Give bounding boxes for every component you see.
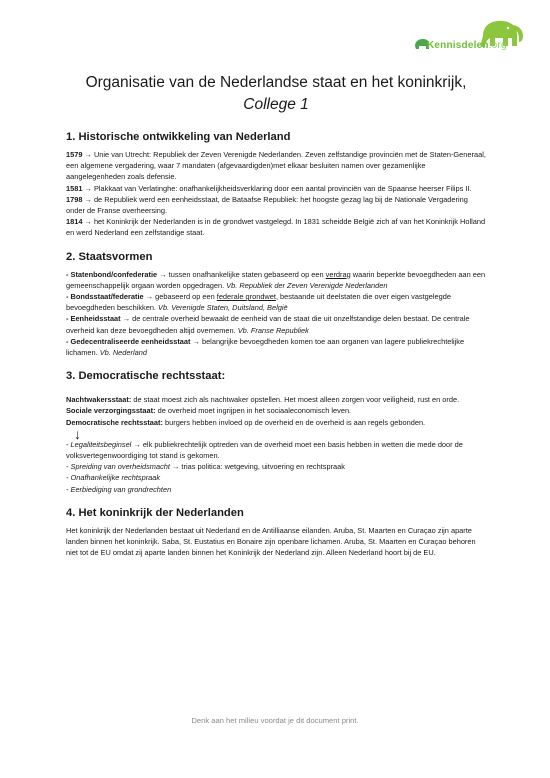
definition: → elk publiekrechtelijk optreden van de overheid moet een basis hebben in wetten die mede door de volksvertegenwoordiging tot stand is gekomen. xyxy=(66,439,463,461)
term: - Gedecentraliseerde eenheidsstaat xyxy=(66,336,191,346)
koninkrijk-paragraph: Het koninkrijk der Nederlanden bestaat uit Nederland en de Antilliaanse eilanden. Aruba, St. Maarten en Curaçao zijn aparte landen binnen het koninkrijk. Saba, St. Eustatius en Bonaire zijn openbare lichamen. Aruba, St. Maarten en Curaçao behoren niet tot de EU omdat zij aparte landen binnen het Koninkrijk der Nederland zijn. Alleen Nederland hoort bij de EU. xyxy=(66,525,476,558)
term: - Legaliteitsbeginsel xyxy=(66,439,132,449)
staatsvorm-bondsstaat xyxy=(66,291,486,313)
term: - Statenbond/confederatie xyxy=(66,269,158,279)
event-year: 1798 xyxy=(66,194,83,204)
definition: burgers hebben invloed op de overheid en de overheid is aan regels gebonden. xyxy=(162,417,426,427)
legaliteitsbeginsel xyxy=(66,439,486,461)
title-line-1: Organisatie van de Nederlandse staat en het koninkrijk, xyxy=(85,74,467,91)
term: Nachtwakersstaat: xyxy=(66,395,132,405)
democratische-rechtsstaat xyxy=(66,417,486,428)
example: Vb. Republiek der Zeven Verenigde Nederlanden xyxy=(226,280,388,290)
definition: → tussen onafhankelijke staten gebaseerd op een xyxy=(157,269,326,279)
section-1-heading: 1. Historische ontwikkeling van Nederland xyxy=(66,131,291,143)
footer-note: Denk aan het milieu voordat je dit document print. xyxy=(191,716,359,725)
event-text: → Plakkaat van Verlatinghe: onafhankelijkheidsverklaring door een aantal provinciën van de Spaanse heerser Filips II. xyxy=(82,183,472,193)
section-koninkrijk xyxy=(66,506,486,559)
term: - Spreiding van overheidsmacht xyxy=(66,462,170,472)
staatsvorm-eenheidsstaat xyxy=(66,313,486,335)
federale-grondwet-link[interactable]: federale grondwet xyxy=(216,292,276,302)
definition: → de centrale overheid bewaakt de eenheid van de staat die uit onzelfstandige delen bestaat. De centrale overheid kan deze bevoegdheden altijd overnemen. xyxy=(66,314,470,335)
term: Sociale verzorgingsstaat: xyxy=(66,406,156,416)
event-1579 xyxy=(66,149,486,183)
logo-brand: Kennisdelen xyxy=(427,40,489,51)
definition: , bestaande uit deelstaten die over eigen vastgelegde bevoegdheden beschikken. xyxy=(66,292,451,313)
title-line-2: College 1 xyxy=(243,96,309,113)
event-year: 1579 xyxy=(66,150,83,159)
term: Democratische rechtsstaat: xyxy=(66,417,163,427)
event-1798 xyxy=(66,194,486,216)
event-year: 1581 xyxy=(66,183,83,193)
section-staatsvormen xyxy=(66,250,486,359)
section-2-heading: 2. Staatsvormen xyxy=(66,250,153,263)
example: Vb. Franse Republiek xyxy=(237,325,309,335)
term: - Bondsstaat/federatie xyxy=(66,292,144,302)
event-text: → het Koninkrijk der Nederlanden is in de grondwet vastgelegd. In 1831 scheidde België zich af van het Koninkrijk Holland en werd Nederland een zelfstandige staat. xyxy=(66,217,486,238)
verdrag-link[interactable]: verdrag xyxy=(325,269,351,279)
spreiding-overheidsmacht xyxy=(66,461,486,472)
document-body xyxy=(66,72,486,558)
document-title xyxy=(66,72,486,116)
event-text: → Unie van Utrecht: Republiek der Zeven Verenigde Nederlanden. Zeven zelfstandige provinciën met de Staten-Generaal, een algemene vergadering, waar 7 mandaten (afgevaardigden)met elkaar besluiten namen over gezamenlijke aangelegenheden zoals defensie. xyxy=(66,150,486,182)
event-1581 xyxy=(66,183,486,194)
logo-text xyxy=(427,40,507,51)
event-text: → de Republiek werd een eenheidsstaat, de Bataafse Republiek: het hoogste gezag lag bij de Nationale Vergadering onder de Franse overheersing. xyxy=(66,194,468,216)
logo-tld: .org xyxy=(488,40,507,51)
example: Vb. Verenigde Staten, Duitsland, België xyxy=(158,303,288,313)
definition: waarin beperkte bevoegdheden aan een gemeenschappelijk orgaan worden opgedragen. xyxy=(66,269,486,290)
section-democratische-rechtsstaat xyxy=(66,369,486,495)
event-1814 xyxy=(66,216,486,238)
staatsvorm-gedecentraliseerd xyxy=(66,336,486,358)
section-3-heading: 3. Democratische rechtsstaat: xyxy=(66,370,226,383)
definition: → belangrijke bevoegdheden komen toe aan organen van lagere publiekrechtelijke lichamen. xyxy=(66,336,465,358)
definition: → gebaseerd op een xyxy=(143,292,217,302)
example: Vb. Nederland xyxy=(99,348,147,358)
definition: → trias politica: wetgeving, uitvoering en rechtspraak xyxy=(169,462,345,472)
eerbiediging-grondrechten: - Eerbiediging van grondrechten xyxy=(66,484,172,494)
sociale-verzorgingsstaat xyxy=(66,405,486,416)
term: - Eenheidsstaat xyxy=(66,314,121,324)
nachtwakersstaat xyxy=(66,394,486,405)
definition: de staat moest zich als nachtwaker opstellen. Het moest alleen zorgen voor veiligheid, rust en orde. xyxy=(131,395,460,405)
event-year: 1814 xyxy=(66,217,83,227)
staatsvorm-statenbond xyxy=(66,269,486,291)
section-4-heading: 4. Het koninkrijk der Nederlanden xyxy=(66,506,244,519)
onafhankelijke-rechtspraak: - Onafhankelijke rechtspraak xyxy=(66,473,161,483)
definition: de overheid moet ingrijpen in het sociaaleconomisch leven. xyxy=(155,406,352,416)
section-historische-ontwikkeling xyxy=(66,130,486,239)
arrow-down-icon: ↓ xyxy=(74,425,81,442)
kennisdelen-logo[interactable] xyxy=(413,16,528,52)
